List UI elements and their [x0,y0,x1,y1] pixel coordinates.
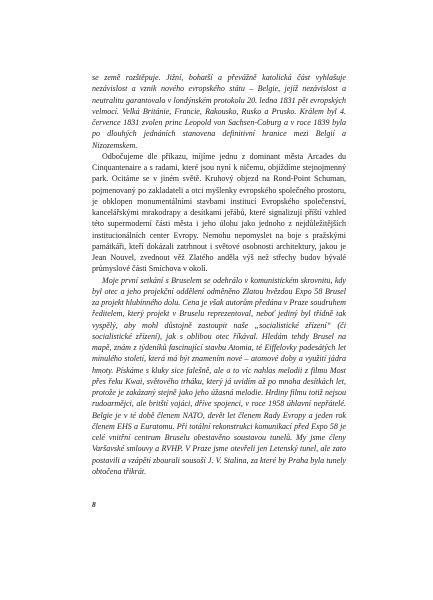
body-text [92,72,346,477]
paragraph-rond-point-schuman: Odbočujeme dle příkazu, míjíme jednu z dominant města Arcades du Cinquantenaire a s radami, které jsou nyní k ničemu, objíždíme stejnojmenný park. Ocitáme se v jiném světě. Kruhový objezd na Rond-Point Schuman, pojmenovaný po zakladateli a otci myšlenky evropského společného prostoru, je obklopen monumentálními stavbami institucí Evropského společenství, kancelářskými mrakodrapy a desítkami jeřábů, které signalizují příští vzhled této supermoderní části města i jeho úlohu jako jednoho z nejdůležitějších institucionálních center Evropy. Nemohu nepomyslet na boje s pražskými památkáři, kteří dokázali zatrhnout i světové osobnosti architektury, jakou je Jean Nouvel, zvednout věž Zlatého anděla výš než střechy budov bývalé průmyslové části Smíchova v okolí. [92,151,346,274]
page-number: 8 [92,500,96,509]
paragraph-first-encounter: Moje první setkání s Bruselem se odehrálo v komunistickém skrovnitu, kdy byl otec a jeho projekční oddělení odměněno Zlatou hvězdou Expo 58 Brusel za projekt hlubinného dolu. Cena je však autorům předána v Praze soudruhem ředitelem, který projekt v Bruselu reprezentoval, neboť jediný byl třídně tak vyspělý, aby mohl důstojně zastoupit naše „socialistické zřízení“ (či socialistické zřízení), jak s oblibou otec říkával. Hledám tehdy Brusel na mapě, znám z týdeníků fascinující stavbu Atomia, té Eiffelovky padesátých let minulého století, která má být znamením nové – atomové doby a využití jádra hmoty. Pískáme s kluky sice falešně, ale o to víc nahlas melodii z filmu Most přes řeku Kwai, světového trháku, který já uvidím až po mnoha desítkách let, protože je zakázaný stejně jako jeho úžasná melodie. Hrdiny filmu totiž nejsou rudoarmějci, ale britští vojáci, dříve spojenci, v roce 1958 úhlavní nepřátelé. Belgie je v té době členem NATO, devět let členem Rady Evropy a jeden rok členem EHS a Euratomu. Při totální rekonstrukci komunikací před Expo 58 je celé vnitřní centrum Bruselu obestavěno soustavou tunelů. My jsme ćleny Varšavské smlouvy a RVHP. V Praze jsme otevřeli jen Letenský tunel, ale zato postavili a vzápětí zbourali sousoší J. V. Stalina, za které by Praha byla tunely obtočena třikrát. [92,275,346,476]
paragraph-belgium-history: se země rozštěpuje. Jižní, bohatší a převážně katolická část vyhlašuje nezávislost a vznik nového evropského státu – Belgie, jejíž nezávislost a neutralitu garantovalo v londýnském protokolu 20. ledna 1831 pět evropských velmocí. Velká Británie, Francie, Rakousko, Rusko a Prusko. Králem byl 4. července 1831 zvolen princ Leopold von Sachsen-Coburg a v roce 1839 byla po dlouhých jednáních stanovena definitivní hranice mezi Belgií a Nizozemskem. [92,73,346,150]
